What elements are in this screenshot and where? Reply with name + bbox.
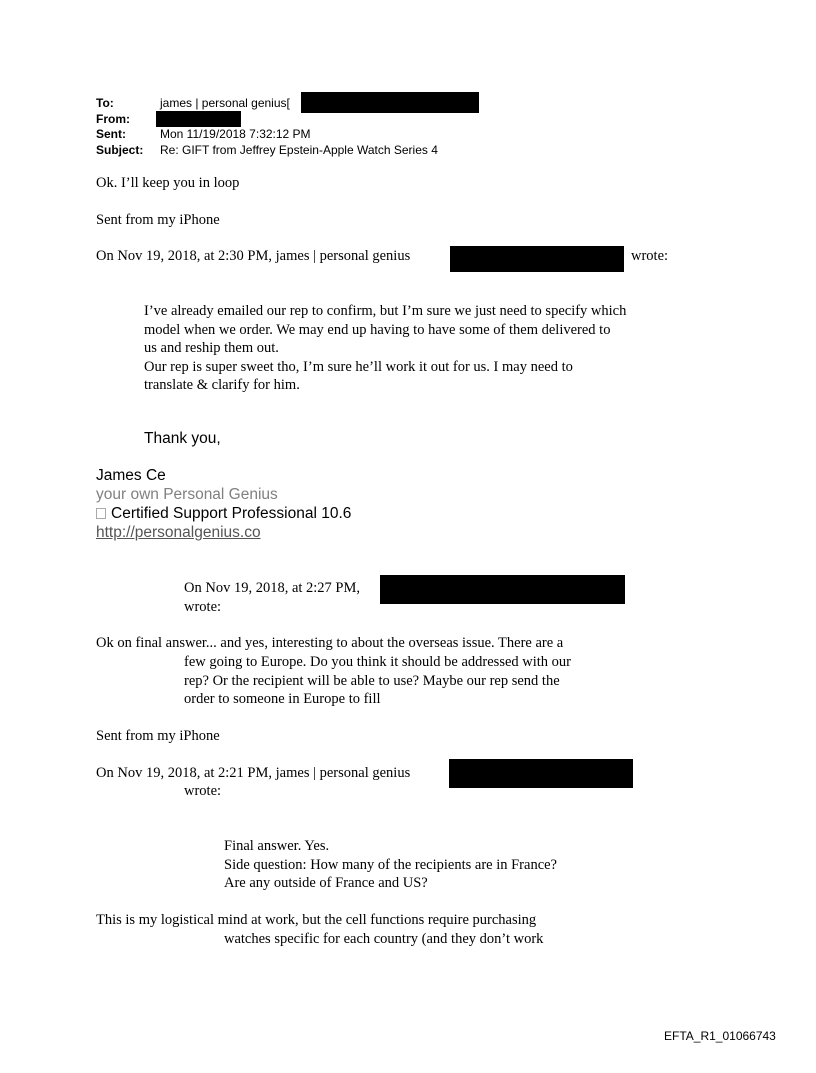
quote1-line: Our rep is super sweet tho, I’m sure he’ll work it out for us. I may need to [144,358,573,375]
sent-from-iphone-2: Sent from my iPhone [96,728,220,744]
quote1-line: us and reship them out. [144,340,279,356]
to-value: james | personal genius[ [160,96,290,110]
quote1-line: translate & clarify for him. [144,377,300,393]
quote2-first-line: Ok on final answer... and yes, interesting to about the overseas issue. There are a [96,635,564,651]
redaction-email-1 [450,246,624,272]
quote2-line: rep? Or the recipient will be able to use? Maybe our rep send the [184,672,560,689]
quote3-line: Are any outside of France and US? [224,875,428,891]
sig-link[interactable]: http://personalgenius.co [96,524,261,541]
bates-number: EFTA_R1_01066743 [664,1029,776,1043]
quote1-line: I’ve already emailed our rep to confirm, but I’m sure we just need to specify which [144,303,627,319]
quote2-line: few going to Europe. Do you think it should be addressed with our [184,654,572,670]
quote3-intro: On Nov 19, 2018, at 2:21 PM, james | personal genius [96,765,411,781]
quote3-line: Final answer. Yes. [224,838,330,854]
reply-line: Ok. I’ll keep you in loop [96,175,240,191]
quote2-intro: On Nov 19, 2018, at 2:27 PM, [184,580,361,596]
quote1-intro: On Nov 19, 2018, at 2:30 PM, james | personal genius [96,248,411,264]
sig-name: James Ce [96,467,166,484]
redaction-from [156,111,241,127]
certified-badge-icon [96,508,106,519]
from-label: From: [96,112,130,126]
quote3-paragraph [224,837,557,893]
redaction-email-3 [449,759,633,788]
sig-cert-label: Certified Support Professional 10.6 [111,505,352,522]
sent-value: Mon 11/19/2018 7:32:12 PM [160,127,311,141]
redaction-email-2 [380,575,625,604]
sig-tagline: your own Personal Genius [96,486,278,503]
quote3-line: Side question: How many of the recipients are in France? [224,856,557,873]
to-label: To: [96,96,114,110]
quote2-paragraph [184,653,571,709]
sent-from-iphone-1: Sent from my iPhone [96,212,220,228]
quote1-paragraph [144,302,626,395]
quote2-wrote: wrote: [184,599,222,615]
quote3-wrote: wrote: [184,783,222,799]
thank-you: Thank you, [144,430,221,447]
redaction-to [301,92,479,113]
sig-cert [96,505,351,523]
quote1-wrote: wrote: [631,248,669,264]
quote4-first-line: This is my logistical mind at work, but the cell functions require purchasing [96,912,537,928]
sent-label: Sent: [96,127,126,141]
subject-value: Re: GIFT from Jeffrey Epstein-Apple Watch Series 4 [160,143,438,157]
subject-label: Subject: [96,143,144,157]
quote2-line: order to someone in Europe to fill [184,691,381,707]
quote1-line: model when we order. We may end up having to have some of them delivered to [144,321,611,338]
quote4-second-line: watches specific for each country (and they don’t work [224,931,544,947]
